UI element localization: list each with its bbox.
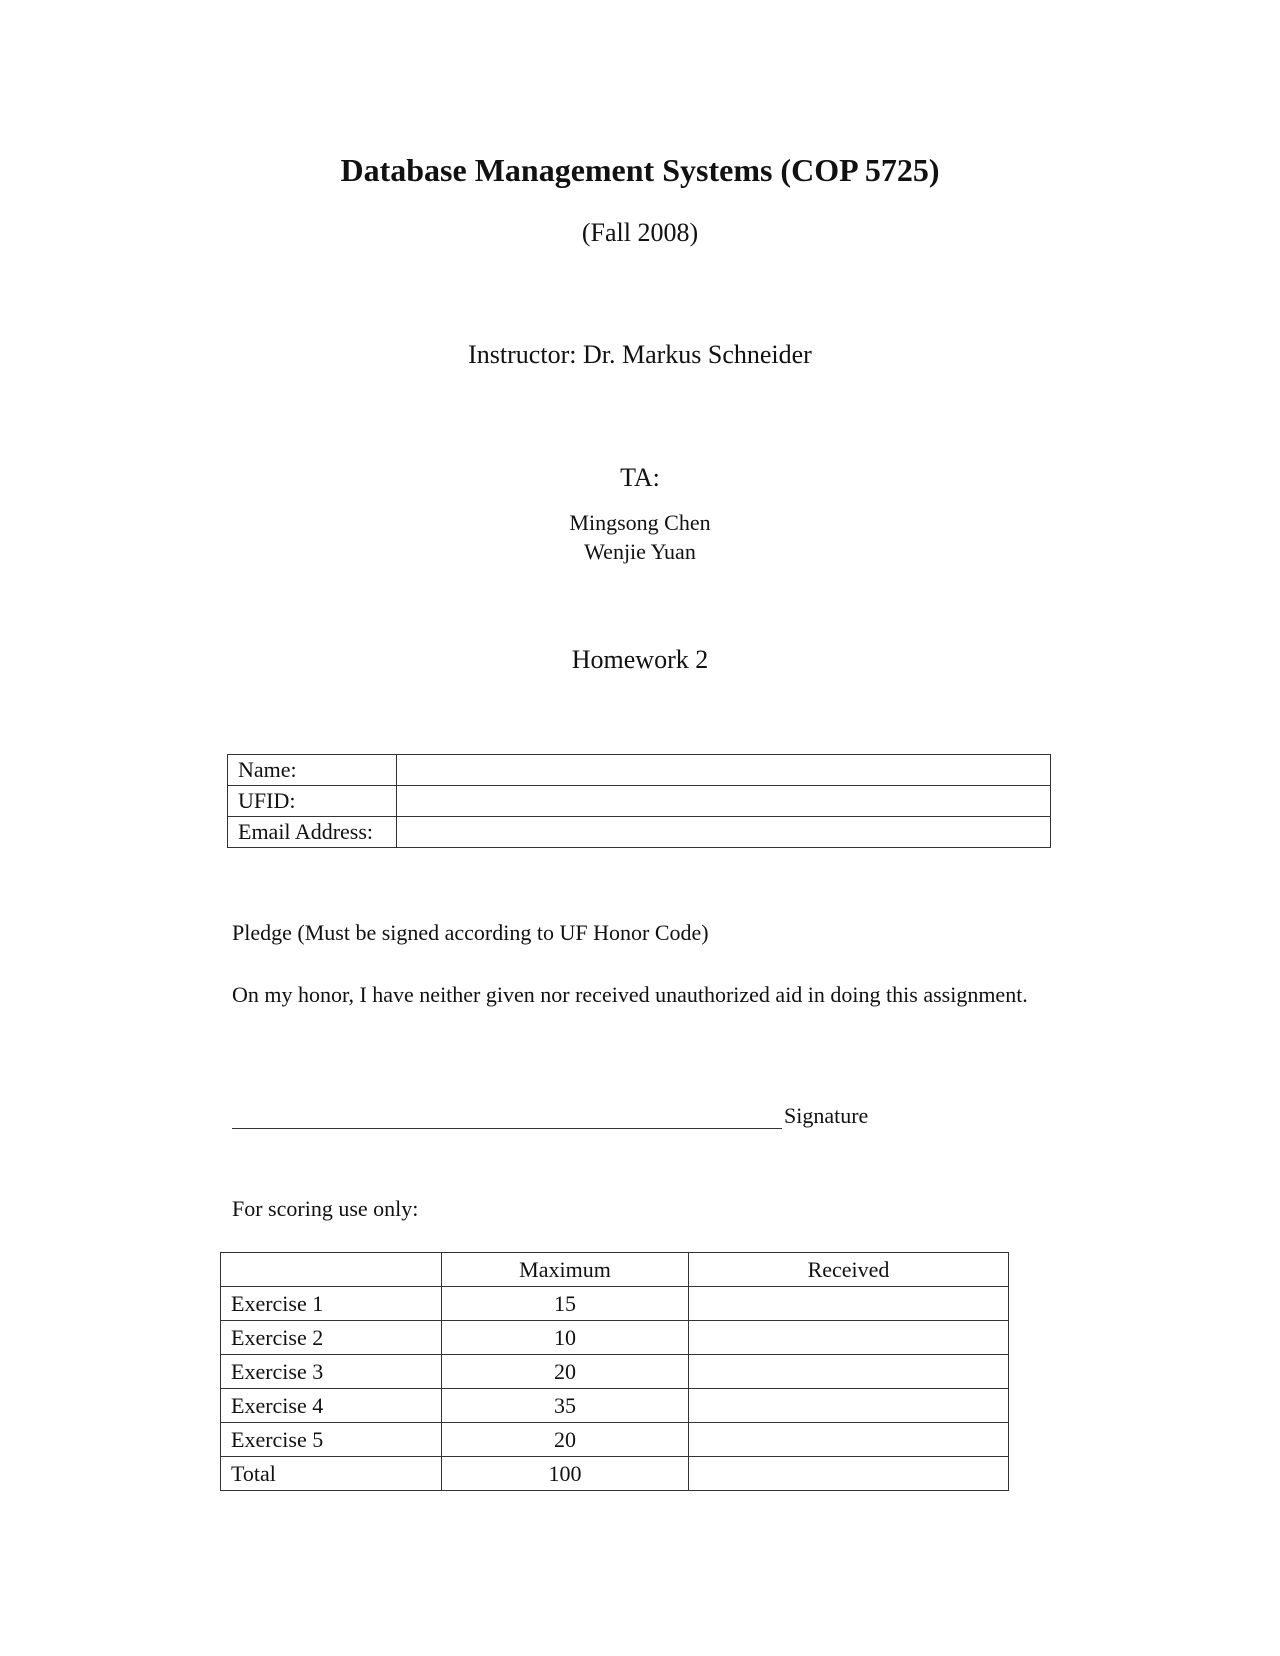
ta-label: TA: (620, 463, 660, 492)
assignment-title: Homework 2 (571, 645, 709, 674)
column-header (221, 1253, 442, 1287)
column-header-maximum: Maximum (442, 1253, 689, 1287)
table-row (228, 786, 1051, 817)
exercise-name: Exercise 5 (221, 1423, 442, 1457)
exercise-name: Exercise 3 (221, 1355, 442, 1389)
exercise-name: Exercise 2 (221, 1321, 442, 1355)
table-row (228, 817, 1051, 848)
ufid-label: UFID: (228, 786, 397, 817)
column-header-received: Received (689, 1253, 1009, 1287)
scoring-label: For scoring use only: (232, 1196, 419, 1221)
document-title: Database Management Systems (COP 5725) (340, 152, 940, 188)
received-score-field[interactable] (689, 1389, 1009, 1423)
scoring-table (220, 1252, 1009, 1491)
table-row (221, 1355, 1009, 1389)
pledge-text: On my honor, I have neither given nor received unauthorized aid in doing this assignment. (232, 982, 1028, 1007)
name-label: Name: (228, 755, 397, 786)
term: (Fall 2008) (581, 218, 699, 247)
signature-line[interactable] (232, 1128, 782, 1129)
total-label: Total (221, 1457, 442, 1491)
table-row (221, 1423, 1009, 1457)
name-field[interactable] (397, 755, 1051, 786)
pledge-heading: Pledge (Must be signed according to UF Honor Code) (232, 920, 709, 945)
received-score-field[interactable] (689, 1321, 1009, 1355)
maximum-score: 15 (442, 1287, 689, 1321)
total-maximum: 100 (442, 1457, 689, 1491)
received-score-field[interactable] (689, 1423, 1009, 1457)
table-row (221, 1287, 1009, 1321)
table-header-row (221, 1253, 1009, 1287)
received-score-field[interactable] (689, 1287, 1009, 1321)
maximum-score: 10 (442, 1321, 689, 1355)
maximum-score: 20 (442, 1423, 689, 1457)
signature-label: Signature (784, 1103, 869, 1128)
exercise-name: Exercise 4 (221, 1389, 442, 1423)
maximum-score: 20 (442, 1355, 689, 1389)
received-score-field[interactable] (689, 1355, 1009, 1389)
instructor: Instructor: Dr. Markus Schneider (468, 340, 812, 369)
ta-name: Wenjie Yuan (584, 539, 696, 564)
total-received-field[interactable] (689, 1457, 1009, 1491)
student-info-table (227, 754, 1051, 848)
email-label: Email Address: (228, 817, 397, 848)
email-field[interactable] (397, 817, 1051, 848)
table-row (221, 1321, 1009, 1355)
ta-name: Mingsong Chen (569, 510, 711, 535)
table-row (221, 1389, 1009, 1423)
table-row-total (221, 1457, 1009, 1491)
exercise-name: Exercise 1 (221, 1287, 442, 1321)
maximum-score: 35 (442, 1389, 689, 1423)
table-row (228, 755, 1051, 786)
ufid-field[interactable] (397, 786, 1051, 817)
